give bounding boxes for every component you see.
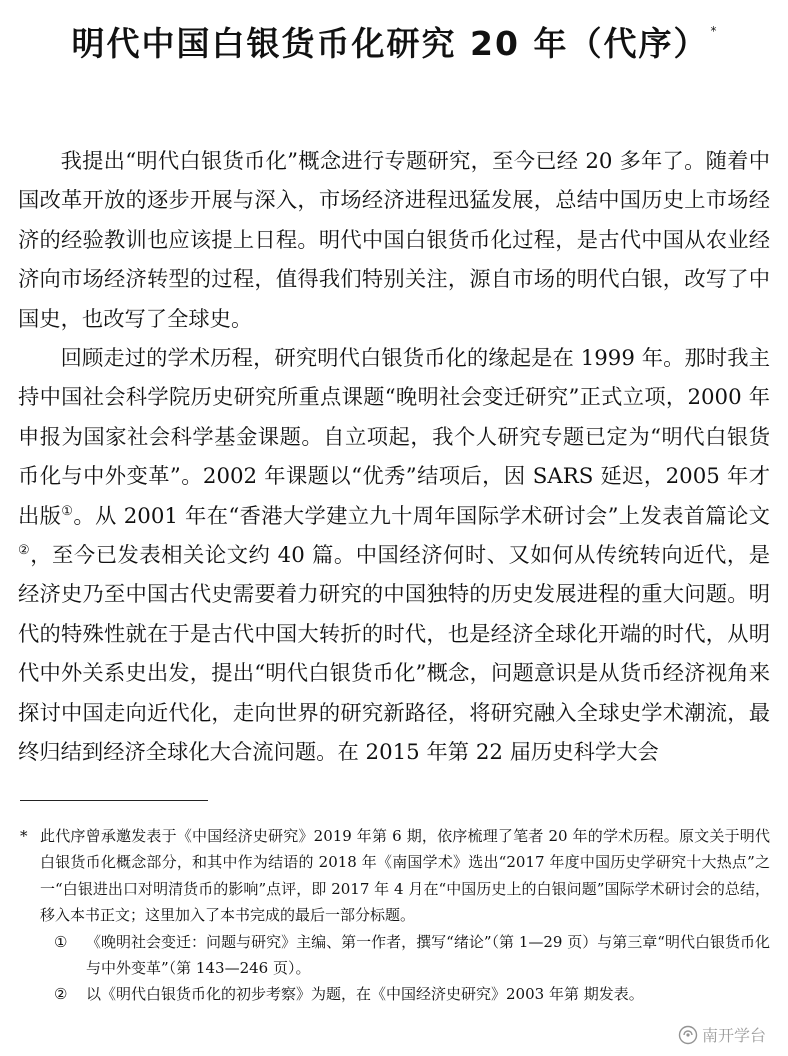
title-footnote-mark: * (710, 24, 719, 38)
paragraph-2-part-b: 。从 2001 年在“香港大学建立九十周年国际学术研讨会”上发表首篇论文 (73, 503, 770, 529)
footnote-text: 以《明代白银货币化的初步考察》为题，在《中国经济史研究》2003 年第 期发表。 (86, 985, 644, 1004)
footnote-ref-1: ① (61, 503, 74, 519)
page-title-text: 明代中国白银货币化研究 20 年（代序） (71, 24, 709, 63)
page-title (0, 18, 788, 65)
paragraph-1: 我提出“明代白银货币化”概念进行专题研究，至今已经 20 多年了。随着中国改革开放的逐步开展与深入，市场经济进程迅猛发展，总结中国历史上市场经济的经验教训也应该提上日程。明代中国白银货币化过程，是古代中国从农业经济向市场经济转型的过程，值得我们特别关注，源自市场的明代白银，改写了中国史，也改写了全球史。 (18, 149, 770, 332)
footnotes (20, 823, 770, 1008)
footnote-item (10, 823, 770, 929)
footnote-text: 此代序曾承邀发表于《中国经济史研究》2019 年第 6 期，依序梳理了笔者 20 年的学术历程。原文关于明代白银货币化概念部分，和其中作为结语的 2018 年《南国学术》选出“2017 年度中国历史学研究十大热点”之一“白银进出口对明清货币的影响”点评，即 2017 年 4 月在“中国历史上的白银问题”国际学术研讨会的总结，移入本书正文；这里加入了本书完成的最后一部分标题。 (40, 827, 770, 925)
footnote-text: 《晚明社会变迁：问题与研究》主编、第一作者，撰写“绪论”（第 1—29 页）与第三章“明代白银货币化与中外变革”（第 143—246 页）。 (86, 932, 770, 978)
footnote-item (54, 981, 770, 1007)
watermark (678, 1023, 766, 1046)
footnote-mark: * (20, 827, 28, 845)
footnote-ref-2: ② (18, 542, 31, 558)
paragraph-2 (18, 339, 770, 772)
main-body (18, 142, 770, 773)
wechat-official-account-icon (678, 1025, 698, 1045)
watermark-text: 南开学台 (701, 1026, 766, 1045)
footnote-mark: ② (54, 985, 68, 1004)
footnote-divider (20, 800, 208, 801)
footnote-mark: ① (54, 932, 68, 951)
paragraph-2-part-c: ，至今已发表相关论文约 40 篇。中国经济何时、又如何从传统转向近代，是经济史乃至中国古代史需要着力研究的中国独特的历史发展进程的重大问题。明代的特殊性就在于是古代中国大转折的时代，也是经济全球化开端的时代，从明代中外关系史出发，提出“明代白银货币化”概念，问题意识是从货币经济视角来探讨中国走向近代化，走向世界的研究新路径，将研究融入全球史学术潮流，最终归结到经济全球化大合流问题。在 2015 年第 22 届历史科学大会 (18, 543, 770, 766)
footnote-item (54, 929, 770, 982)
paragraph-2-part-a: 回顾走过的学术历程，研究明代白银货币化的缘起是在 1999 年。那时我主持中国社会科学院历史研究所重点课题“晚明社会变迁研究”正式立项，2000 年申报为国家社会科学基金课题。自立项起，我个人研究专题已定为“明代白银货币化与中外变革”。2002 年课题以“优秀”结项后，因 SARS 延迟，2005 年才出版 (18, 346, 770, 529)
